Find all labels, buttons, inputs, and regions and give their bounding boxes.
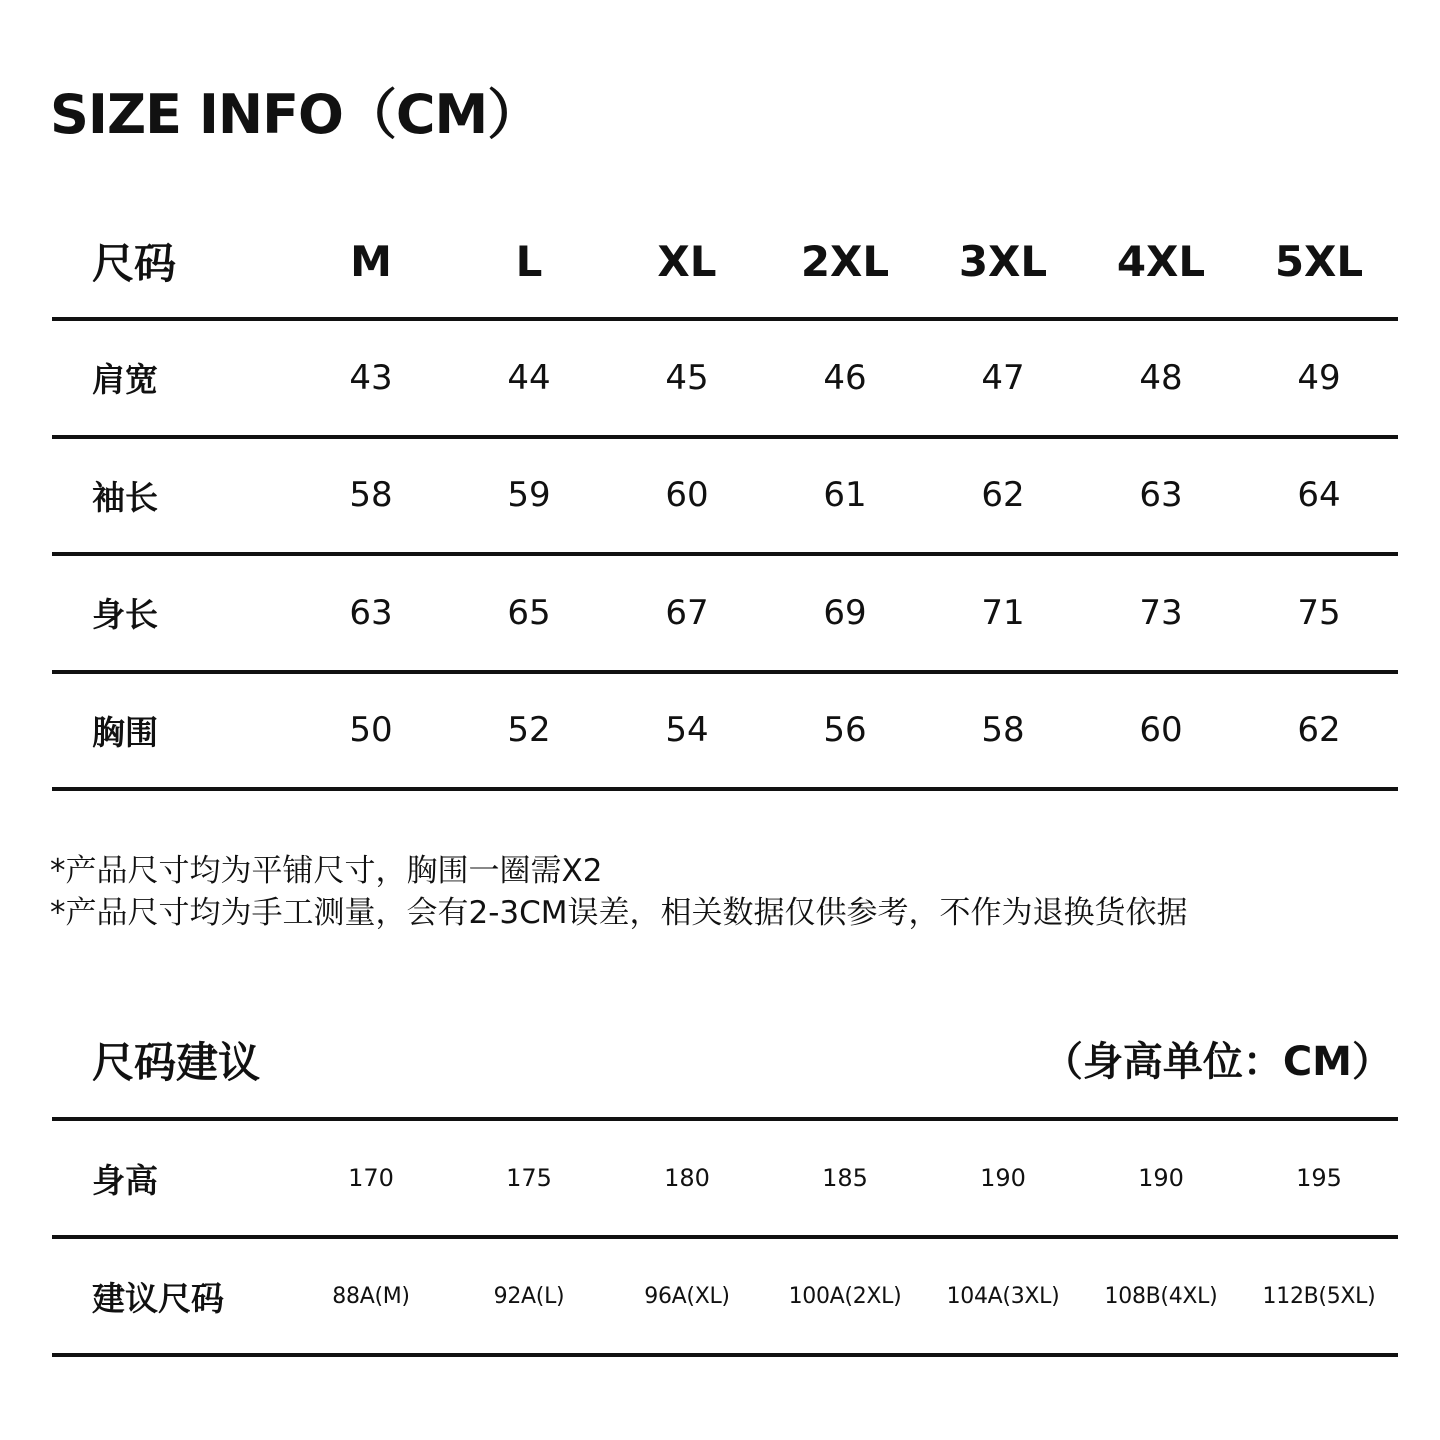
row-label: 身长: [92, 595, 158, 635]
table-cell: 104A(3XL): [946, 1283, 1060, 1309]
page-title: SIZE INFO（CM）: [50, 83, 541, 146]
table-cell: 62: [1297, 710, 1341, 751]
table-cell: 47: [981, 357, 1025, 398]
table-cell: 73: [1139, 592, 1183, 633]
table-row: [52, 437, 1398, 555]
table-cell: 52: [507, 710, 551, 751]
table-cell: 44: [507, 357, 551, 398]
table-row: [52, 319, 1398, 437]
table-cell: 92A(L): [493, 1283, 565, 1309]
table-cell: 48: [1139, 357, 1183, 398]
table-cell: 45: [665, 357, 709, 398]
table-cell: 58: [981, 710, 1025, 751]
note-line: *产品尺寸均为手工测量，会有2-3CM误差，相关数据仅供参考，不作为退换货依据: [50, 895, 1188, 931]
header-size: 4XL: [1116, 236, 1206, 286]
table-cell: 56: [823, 710, 867, 751]
table-row: [52, 672, 1398, 790]
table-row: [52, 554, 1398, 672]
table-cell: 63: [1139, 475, 1183, 516]
row-label: 胸围: [92, 712, 158, 752]
table-cell: 88A(M): [332, 1283, 410, 1309]
header-size: L: [515, 236, 543, 286]
row-label: 身高: [92, 1160, 158, 1200]
table-cell: 65: [507, 592, 551, 633]
table-cell: 170: [348, 1164, 394, 1192]
table-cell: 46: [823, 357, 867, 398]
row-label: 建议尺码: [92, 1278, 224, 1318]
header-size: 3XL: [958, 236, 1048, 286]
table-cell: 100A(2XL): [788, 1283, 902, 1309]
table-cell: 60: [1139, 710, 1183, 751]
table-cell: 96A(XL): [644, 1283, 730, 1309]
table-cell: 43: [349, 357, 393, 398]
header-size: 2XL: [800, 236, 890, 286]
header-size: XL: [657, 236, 717, 286]
table-cell: 67: [665, 592, 709, 633]
note-line: *产品尺寸均为平铺尺寸，胸围一圈需X2: [50, 853, 603, 889]
table-cell: 112B(5XL): [1262, 1283, 1376, 1309]
table-cell: 63: [349, 592, 393, 633]
header-size: 5XL: [1274, 236, 1364, 286]
table-cell: 185: [822, 1164, 868, 1192]
size-notes: [50, 850, 1188, 934]
table-cell: 71: [981, 592, 1025, 633]
recommendation-table: [52, 1117, 1398, 1357]
table-cell: 190: [1138, 1164, 1184, 1192]
table-cell: 61: [823, 475, 867, 516]
table-cell: 59: [507, 475, 551, 516]
table-cell: 58: [349, 475, 393, 516]
table-cell: 180: [664, 1164, 710, 1192]
table-cell: 54: [665, 710, 709, 751]
table-cell: 49: [1297, 357, 1341, 398]
table-cell: 60: [665, 475, 709, 516]
table-row: [52, 1119, 1398, 1237]
recommendation-unit-note: （身高单位：CM）: [1042, 1039, 1392, 1085]
size-table-header: [52, 205, 1398, 319]
recommendation-title: 尺码建议: [92, 1038, 261, 1087]
size-table: [52, 205, 1398, 791]
table-cell: 64: [1297, 475, 1341, 516]
row-label: 袖长: [92, 477, 158, 517]
table-cell: 195: [1296, 1164, 1342, 1192]
header-size: M: [350, 236, 392, 286]
table-cell: 108B(4XL): [1104, 1283, 1218, 1309]
header-label: 尺码: [92, 239, 177, 288]
table-row: [52, 1237, 1398, 1355]
table-cell: 75: [1297, 592, 1341, 633]
row-label: 肩宽: [92, 360, 158, 400]
table-cell: 190: [980, 1164, 1026, 1192]
table-cell: 62: [981, 475, 1025, 516]
table-cell: 69: [823, 592, 867, 633]
table-cell: 50: [349, 710, 393, 751]
table-cell: 175: [506, 1164, 552, 1192]
